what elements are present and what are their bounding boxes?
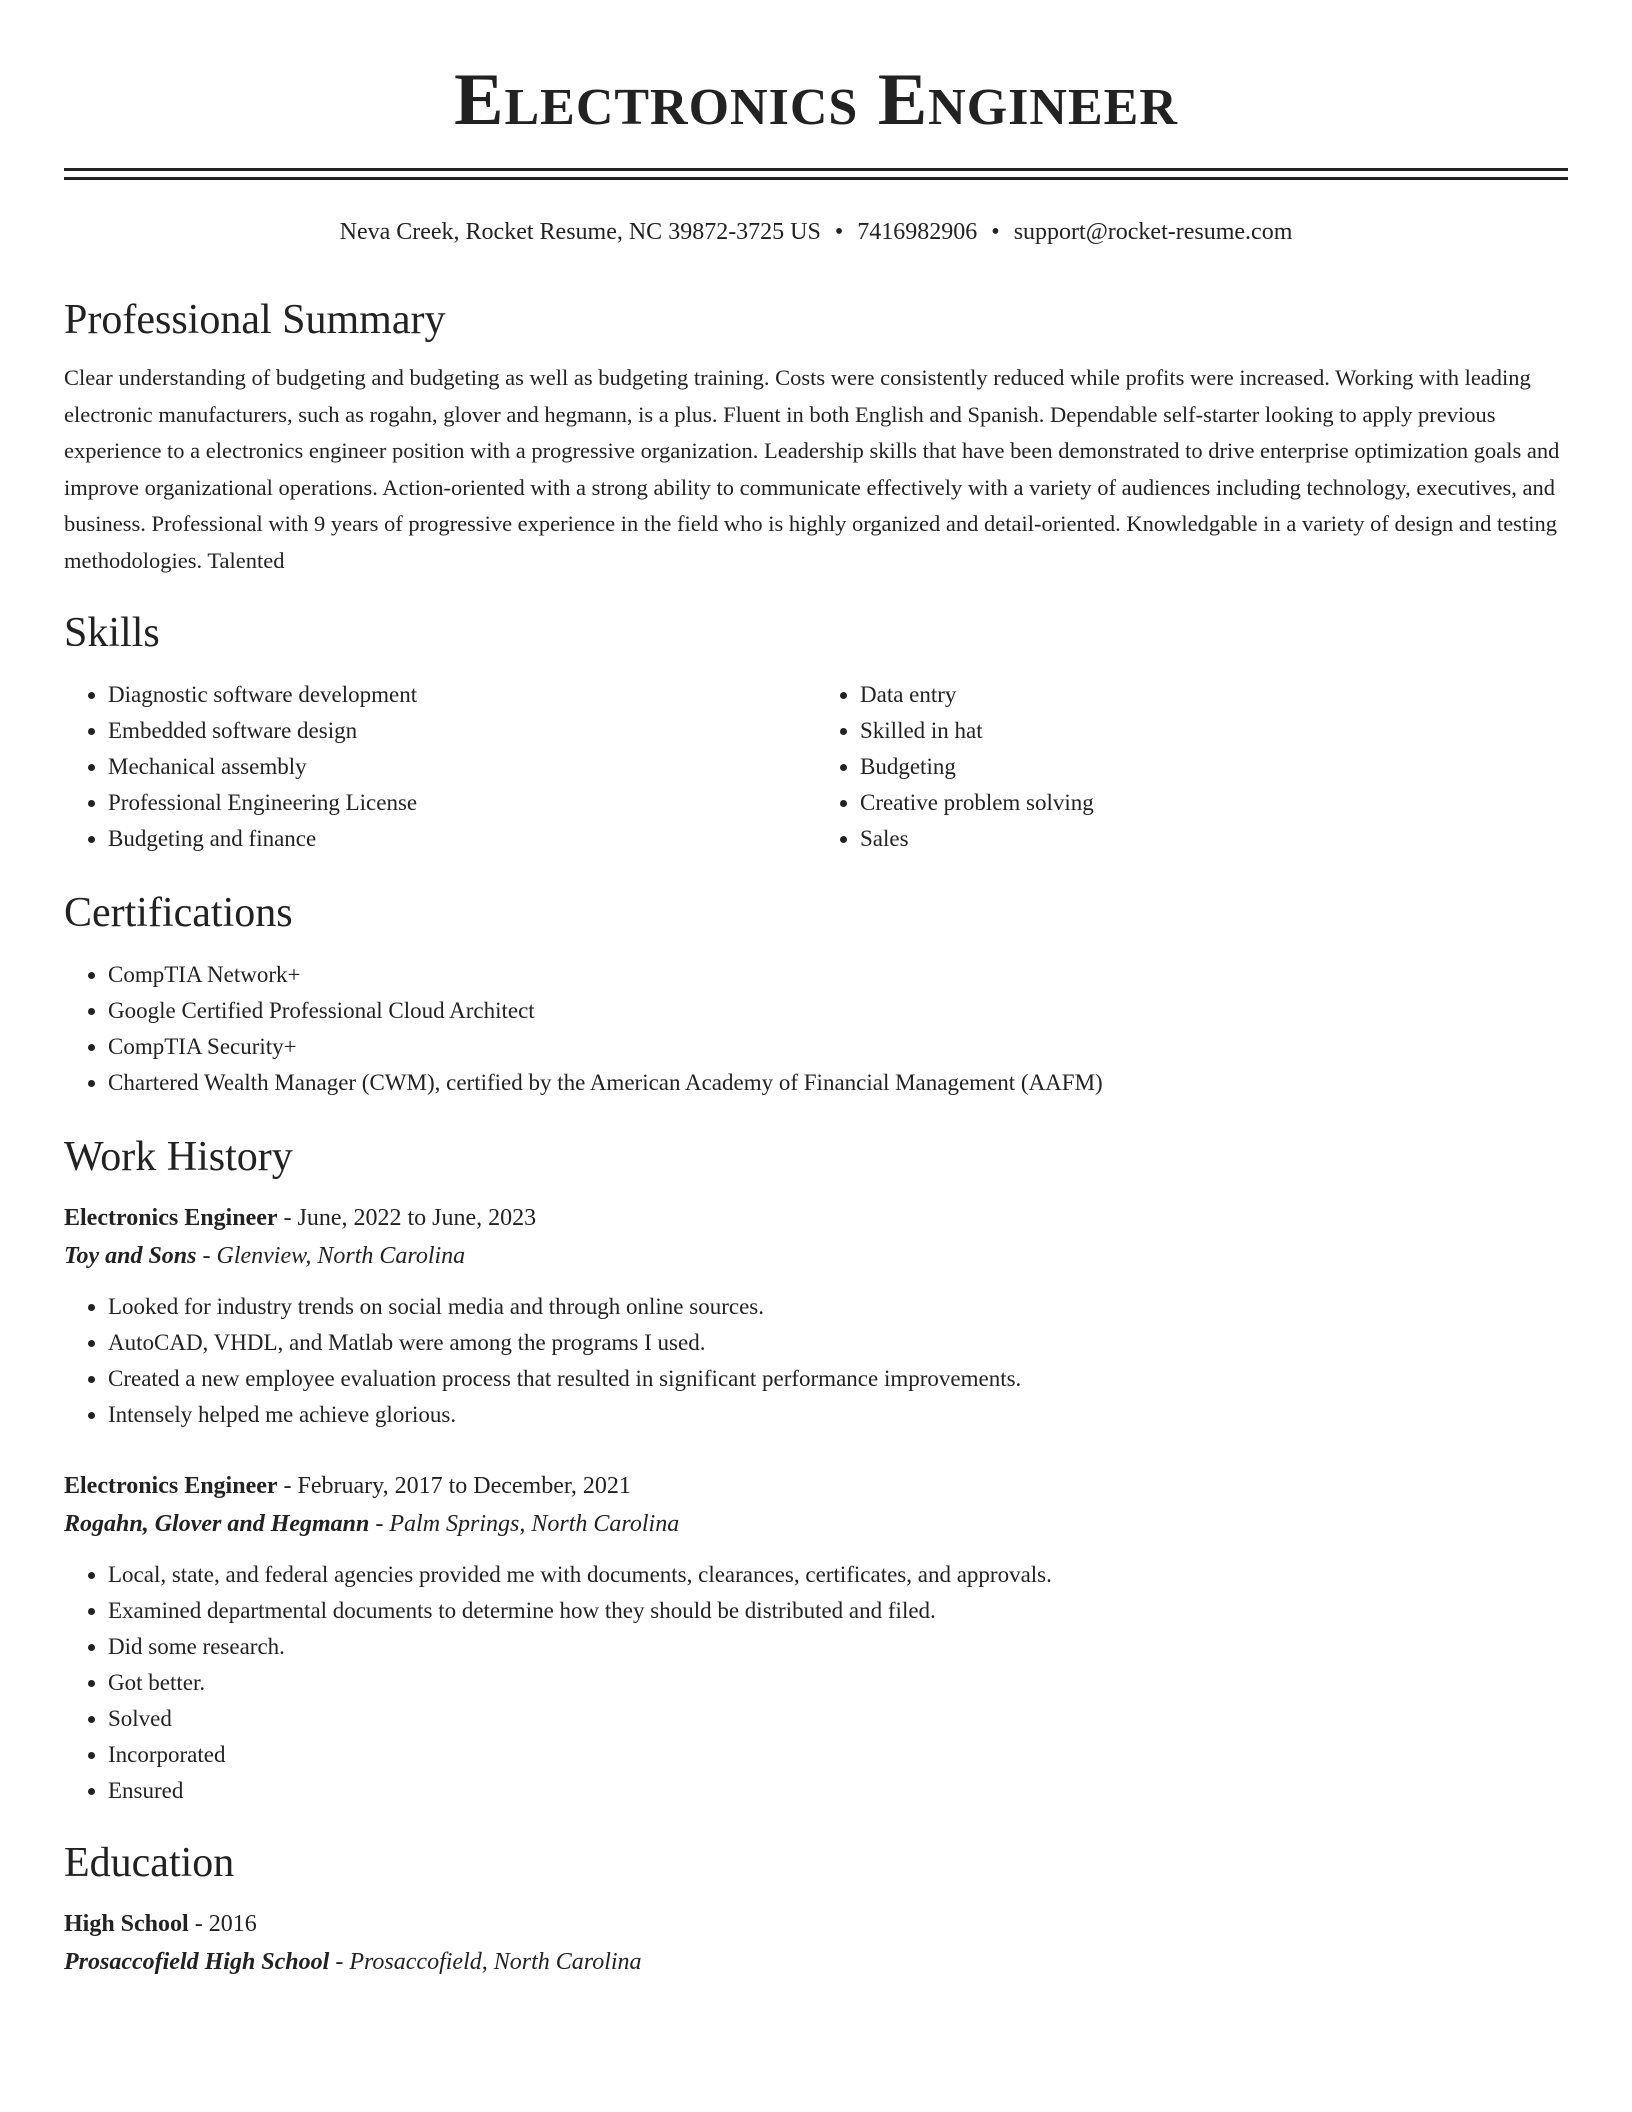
job-company-line: [64, 1505, 1568, 1543]
header-divider-thick: [64, 168, 1568, 171]
job-bullet: • Solved: [108, 1701, 1568, 1737]
job-bullet: • Ensured: [108, 1773, 1568, 1809]
header-divider-thin: [64, 177, 1568, 180]
job-bullets: [64, 1289, 1568, 1433]
education-degree-line: [64, 1905, 1568, 1943]
resume-name: Electronics Engineer: [454, 59, 1178, 141]
skills-list-right: [816, 677, 1568, 857]
education-year: - 2016: [188, 1911, 257, 1937]
skill-item: • Creative problem solving: [860, 785, 1568, 821]
skill-item: • Sales: [860, 821, 1568, 857]
section-heading-certifications: Certifications: [64, 890, 293, 936]
job-location: - Palm Springs, North Carolina: [369, 1511, 680, 1537]
contact-phone: 7416982906: [857, 219, 978, 245]
job-title: Electronics Engineer: [64, 1473, 278, 1499]
job-title-line: [64, 1467, 1568, 1505]
education-location: - Prosaccofield, North Carolina: [329, 1949, 642, 1975]
certification-item: • Chartered Wealth Manager (CWM), certified by the American Academy of Financial Management (AAFM): [108, 1065, 1568, 1101]
job-bullet: • Examined departmental documents to determine how they should be distributed and filed.: [108, 1593, 1568, 1629]
skills-list-left: [64, 677, 816, 857]
skill-item: • Professional Engineering License: [108, 785, 816, 821]
job-bullets: [64, 1557, 1568, 1809]
job-bullet: • Intensely helped me achieve glorious.: [108, 1397, 1568, 1433]
job-bullet: • Local, state, and federal agencies provided me with documents, clearances, certificates, and approvals.: [108, 1557, 1568, 1593]
job-company: Toy and Sons: [64, 1243, 197, 1269]
education-school-line: [64, 1943, 1568, 1981]
job-title: Electronics Engineer: [64, 1205, 278, 1231]
job-bullet: • Got better.: [108, 1665, 1568, 1701]
section-heading-skills: Skills: [64, 610, 160, 656]
job-company-line: [64, 1237, 1568, 1275]
certifications-list: [64, 957, 1568, 1101]
skill-item: • Data entry: [860, 677, 1568, 713]
skill-item: • Budgeting: [860, 749, 1568, 785]
contact-separator: •: [991, 219, 1000, 245]
job-bullet: • Looked for industry trends on social media and through online sources.: [108, 1289, 1568, 1325]
section-heading-summary: Professional Summary: [64, 297, 446, 343]
summary-text: Clear understanding of budgeting and budgeting as well as budgeting training. Costs were consistently reduced while profits were increased. Working with leading electronic manufacturers, such as rogahn, glover and hegmann, is a plus. Fluent in both English and Spanish. Dependable self-starter looking to apply previous experience to a electronics engineer position with a progressive organization. Leadership skills that have been demonstrated to drive enterprise optimization goals and improve organizational operations. Action-oriented with a strong ability to communicate effectively with a variety of audiences including technology, executives, and business. Professional with 9 years of progressive experience in the field who is highly organized and detail-oriented. Knowledgable in a variety of design and testing methodologies. Talented: [64, 365, 1560, 573]
section-heading-work-history: Work History: [64, 1134, 293, 1180]
job-dates: - June, 2022 to June, 2023: [277, 1205, 537, 1231]
skill-item: • Mechanical assembly: [108, 749, 816, 785]
contact-separator: •: [834, 219, 844, 245]
skill-item: • Embedded software design: [108, 713, 816, 749]
certification-item: • CompTIA Security+: [108, 1029, 1568, 1065]
job-location: - Glenview, North Carolina: [196, 1243, 466, 1269]
job-entry: [64, 1199, 1568, 1433]
job-bullet: • Created a new employee evaluation process that resulted in significant performance improvements.: [108, 1361, 1568, 1397]
contact-address: Neva Creek, Rocket Resume, NC 39872-3725 US: [339, 219, 821, 245]
skill-item: • Diagnostic software development: [108, 677, 816, 713]
contact-line: [64, 216, 1568, 248]
job-bullet: • AutoCAD, VHDL, and Matlab were among the programs I used.: [108, 1325, 1568, 1361]
job-title-line: [64, 1199, 1568, 1237]
job-dates: - February, 2017 to December, 2021: [277, 1473, 631, 1499]
education-degree: High School: [64, 1911, 189, 1937]
job-bullet: • Incorporated: [108, 1737, 1568, 1773]
skills-grid: [64, 677, 1568, 857]
section-heading-education: Education: [64, 1840, 235, 1886]
skill-item: • Budgeting and finance: [108, 821, 816, 857]
job-company: Rogahn, Glover and Hegmann: [64, 1511, 370, 1537]
certification-item: • Google Certified Professional Cloud Architect: [108, 993, 1568, 1029]
skill-item: • Skilled in hat: [860, 713, 1568, 749]
certification-item: • CompTIA Network+: [108, 957, 1568, 993]
job-bullet: • Did some research.: [108, 1629, 1568, 1665]
job-entry: [64, 1467, 1568, 1809]
contact-email: support@rocket-resume.com: [1013, 219, 1293, 245]
education-school: Prosaccofield High School: [64, 1949, 330, 1975]
